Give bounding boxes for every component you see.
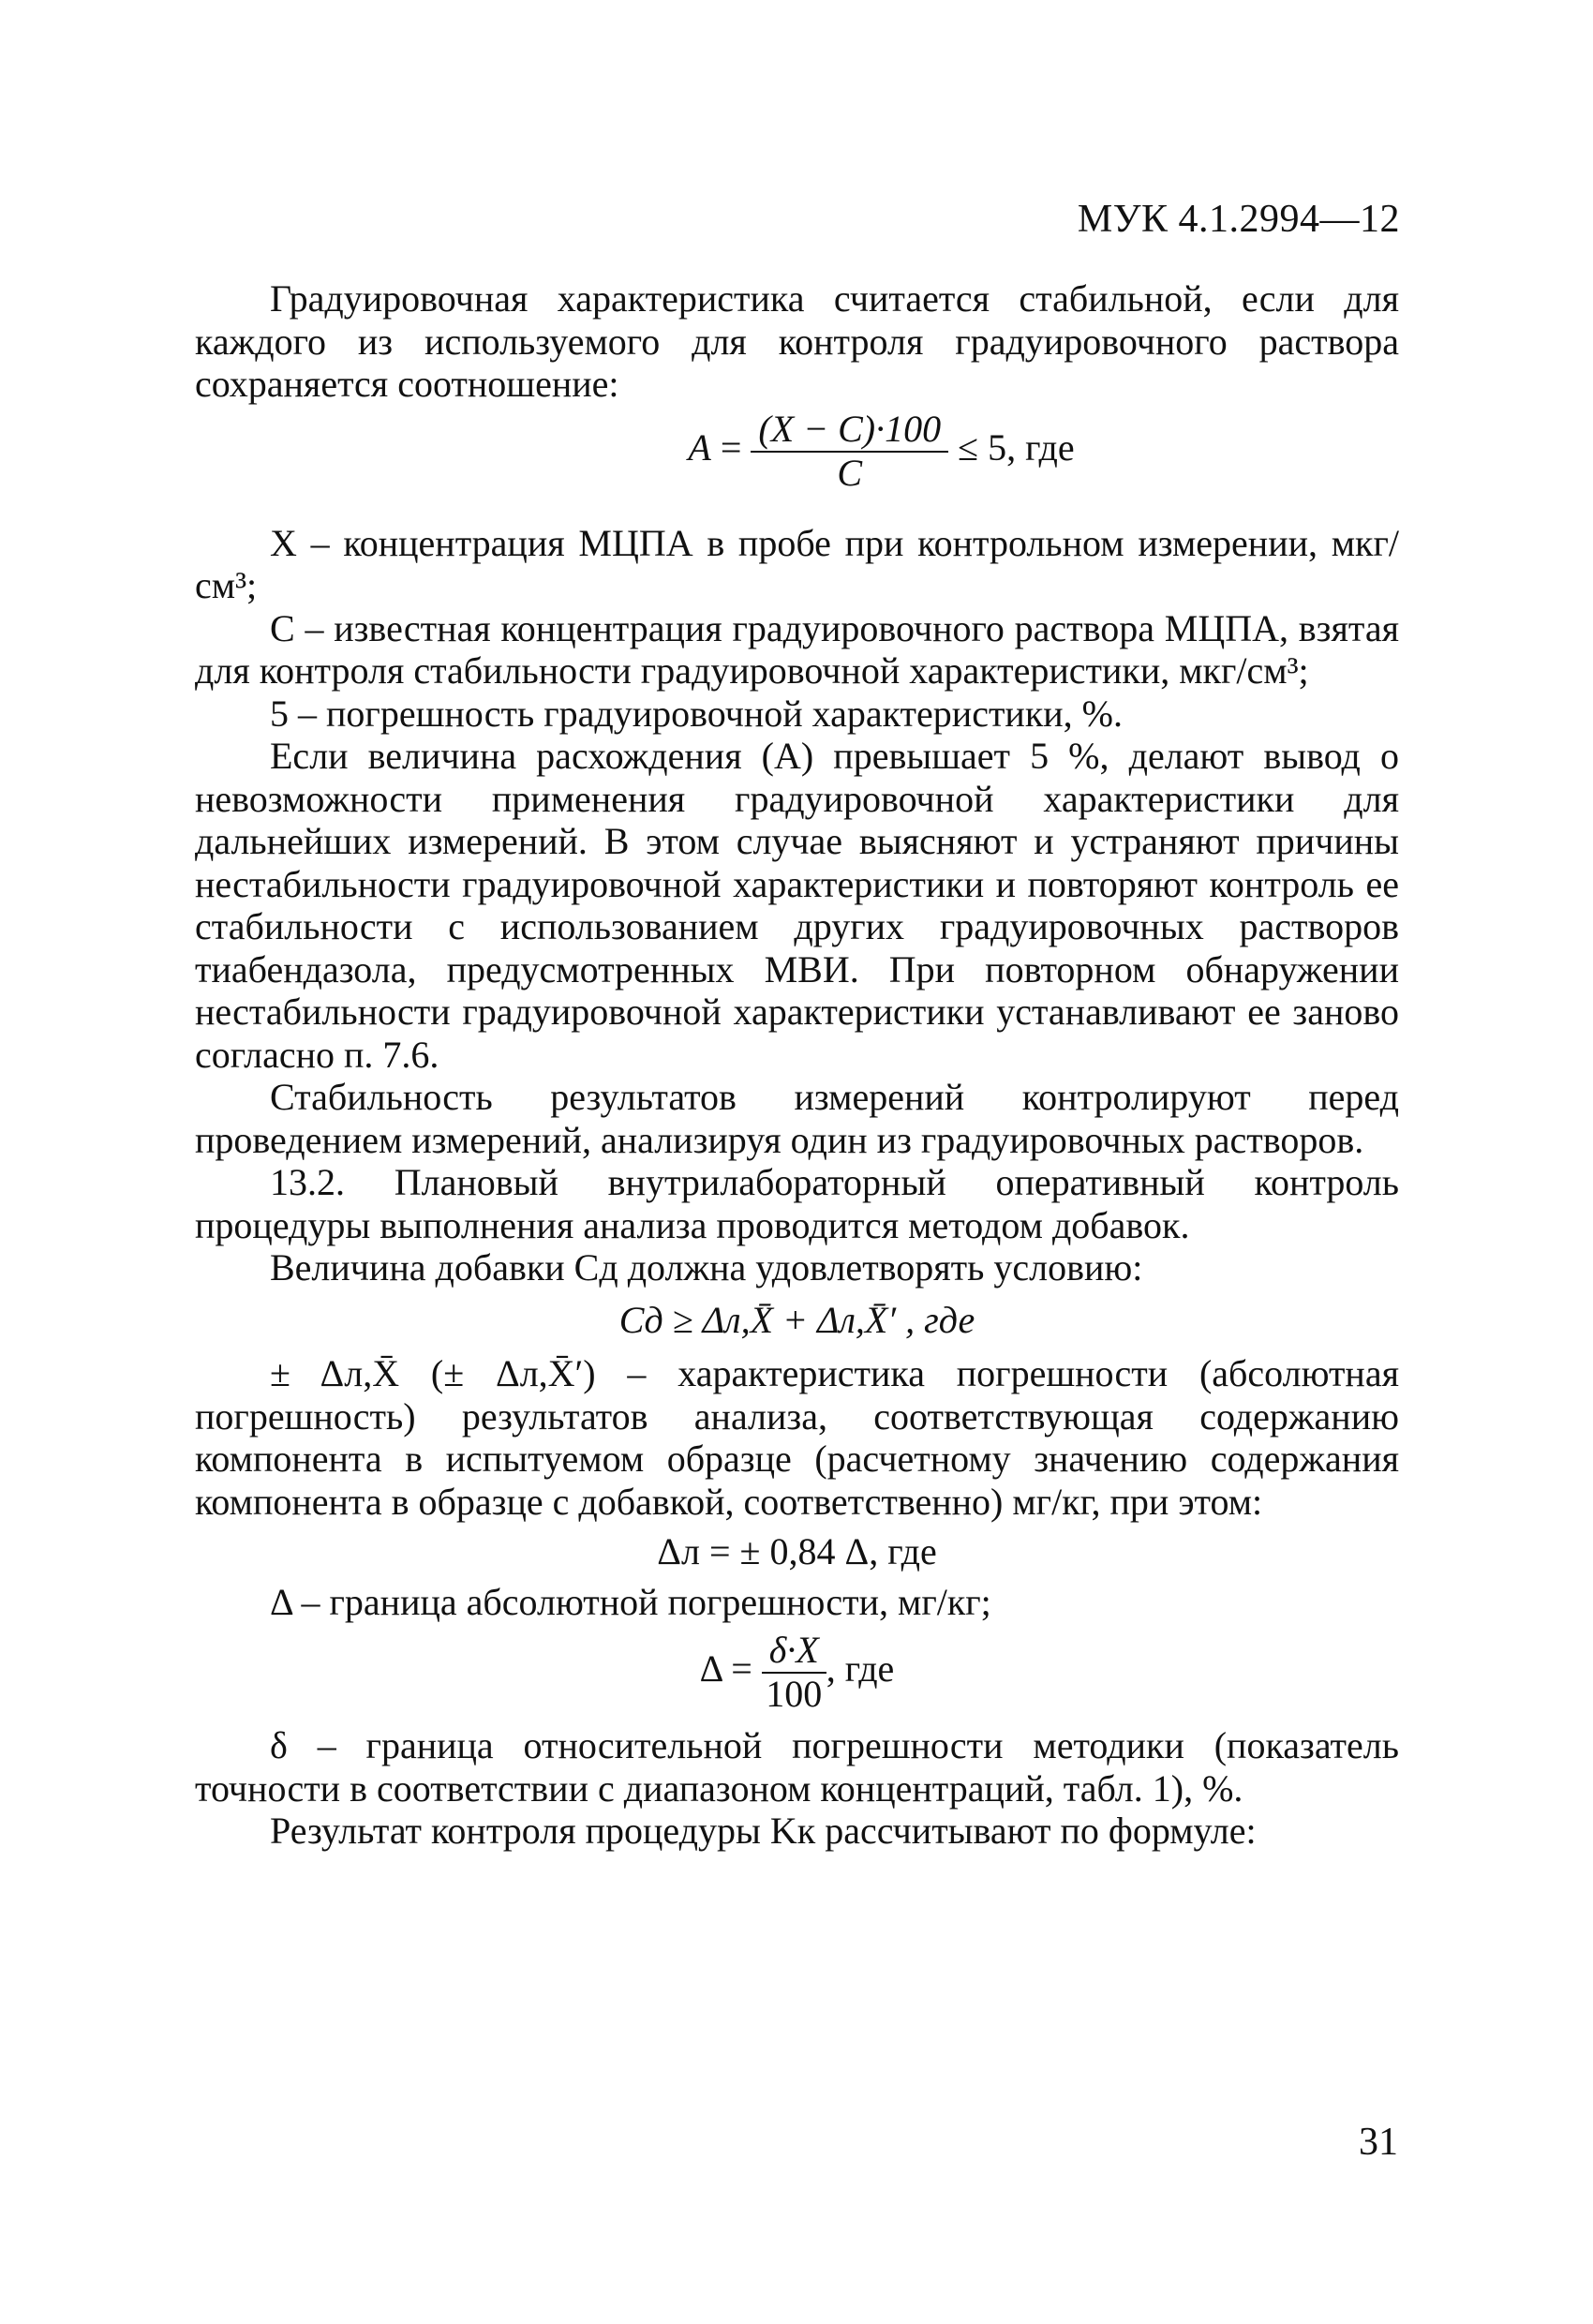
- formula-delta-denominator: 100: [766, 1673, 823, 1715]
- formula-numerator: (X − C)·100: [751, 410, 948, 453]
- formula-eq: =: [720, 425, 742, 469]
- formula-delta-numerator: δ·X: [762, 1631, 826, 1674]
- definition-absolute-error: Δ – граница абсолютной погрешности, мг/кг;: [270, 1580, 991, 1623]
- paragraph-stability-results: Стабильность результатов измерений контролируют перед проведением измерений, анализируя один из градуировочных растворов.: [195, 1076, 1399, 1161]
- formula-discrepancy: [195, 407, 1399, 522]
- paragraph-additive-value: Величина добавки Cд должна удовлетворять условию:: [270, 1246, 1143, 1289]
- formula-delta: [195, 1631, 1399, 1715]
- paragraph-section-13-2: 13.2. Плановый внутрилабораторный оперативный контроль процедуры выполнения анализа проводится методом добавок.: [195, 1161, 1399, 1246]
- formula-additive-condition: Cд ≥ Δл,X̄ + Δл,X̄′ , где: [618, 1298, 975, 1341]
- formula-delta-fraction: [762, 1631, 826, 1715]
- definition-c: C – известная концентрация градуировочного раствора МЦПА, взятая для контроля стабильности градуировочной характеристики, мкг/см³;: [195, 606, 1399, 692]
- formula-tail: , где: [1006, 425, 1075, 469]
- paragraph-error-characteristic: ± Δл,X̄ (± Δл,X̄′) – характеристика погрешности (абсолютная погрешность) результатов анализа, соответствующая содержанию компонента в испытуемом образце (расчетному значению содержания компонента в образце с добавкой, соответственно) мг/кг, при этом:: [195, 1352, 1399, 1523]
- definition-5: 5 – погрешность градуировочной характеристики, %.: [270, 692, 1123, 735]
- definition-relative-error: δ – граница относительной погрешности методики (показатель точности в соответствии с диапазоном концентраций, табл. 1), %.: [195, 1724, 1399, 1810]
- formula-delta-l: Δл = ± 0,84 Δ, где: [657, 1530, 937, 1572]
- paragraph-stability-condition: Градуировочная характеристика считается стабильной, если для каждого из используемого для контроля градуировочного раствора сохраняется соотношение:: [195, 277, 1399, 405]
- body-text: [195, 277, 1399, 1853]
- formula-lhs: A: [688, 425, 711, 469]
- formula-denominator: C: [837, 451, 863, 494]
- paragraph-discrepancy: Если величина расхождения (A) превышает 5 %, делают вывод о невозможности применения градуировочной характеристики для дальнейших измерений. В этом случае выясняют и устраняют причины нестабильности градуировочной характеристики и повторяют контроль ее стабильности с использованием других градуировочных растворов тиабендазола, предусмотренных МВИ. При повторном обнаружении нестабильности градуировочной характеристики устанавливают ее заново согласно п. 7.6.: [195, 735, 1399, 1076]
- document-code-header: МУК 4.1.2994—12: [1077, 198, 1400, 241]
- formula-delta-tail: , где: [826, 1647, 895, 1691]
- formula-fraction: [751, 407, 948, 494]
- paragraph-control-result: Результат контроля процедуры Kк рассчитывают по формуле:: [270, 1810, 1257, 1852]
- page-number: 31: [1359, 2121, 1398, 2164]
- formula-delta-lhs: Δ =: [699, 1647, 752, 1691]
- formula-rhs: ≤ 5: [958, 425, 1007, 469]
- definition-x: X – концентрация МЦПА в пробе при контрольном измерении, мкг/см³;: [195, 521, 1399, 606]
